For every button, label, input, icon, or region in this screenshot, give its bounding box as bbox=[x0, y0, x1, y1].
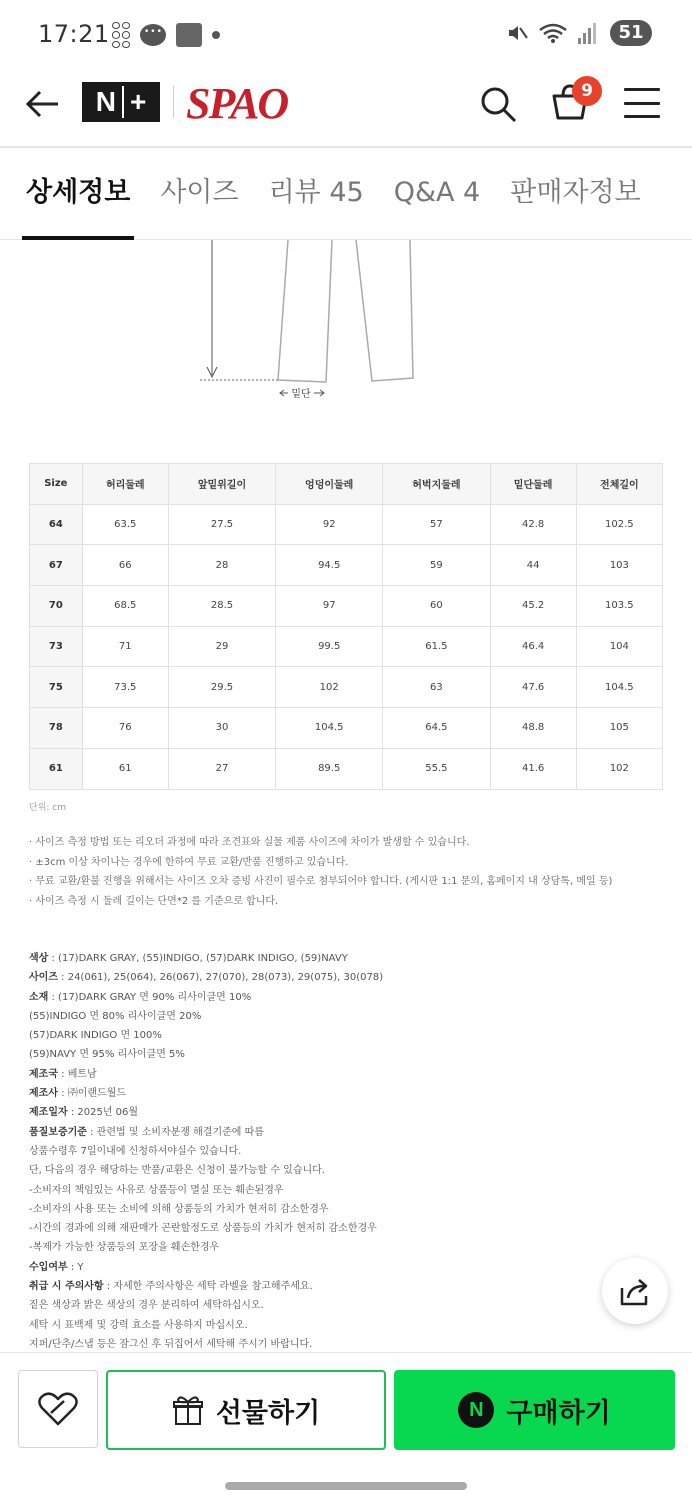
spec-value: 세탁 시 표백제 및 강력 효소를 사용하지 마십시오. bbox=[29, 1319, 248, 1331]
spec-line bbox=[29, 1045, 589, 1064]
size-chart-cell: 104 bbox=[576, 626, 662, 667]
spec-value: -시간의 경과에 의해 재판매가 곤란할정도로 상품등의 가치가 현저히 감소한경우 bbox=[29, 1223, 377, 1235]
size-chart-cell: 47.6 bbox=[490, 667, 576, 708]
size-chart-cell: 28 bbox=[168, 545, 275, 586]
spec-value: -소비자의 책임있는 사유로 상품등이 멸실 또는 훼손된경우 bbox=[29, 1184, 284, 1196]
app-header bbox=[0, 68, 692, 148]
unit-note: 단위: cm bbox=[29, 803, 66, 813]
spec-value: : 자세한 주의사항은 세탁 라벨을 참고해주세요. bbox=[103, 1281, 313, 1293]
system-icons bbox=[506, 20, 652, 46]
spec-value: : 2025년 06월 bbox=[67, 1107, 139, 1119]
size-chart-header: 엉덩이둘레 bbox=[276, 464, 383, 505]
search-icon[interactable] bbox=[478, 84, 518, 124]
size-chart-cell: 41.6 bbox=[490, 748, 576, 789]
spec-line bbox=[29, 1296, 589, 1315]
spec-label: 취급 시 주의사항 bbox=[29, 1281, 104, 1293]
spec-line bbox=[29, 968, 589, 987]
tab-size[interactable]: 사이즈 bbox=[160, 176, 239, 208]
size-chart-header: 밑단둘레 bbox=[490, 464, 576, 505]
size-note: · ±3cm 이상 차이나는 경우에 한하여 무료 교환/반품 진행하고 있습니다. bbox=[29, 853, 669, 873]
spec-line bbox=[29, 1084, 589, 1103]
size-chart-row bbox=[30, 504, 663, 545]
spec-line bbox=[29, 1200, 589, 1219]
size-chart-size-cell: 61 bbox=[30, 748, 83, 789]
bottom-action-bar bbox=[0, 1352, 692, 1462]
heart-outline-icon bbox=[37, 1391, 79, 1427]
more-notifications-dot-icon bbox=[212, 31, 220, 39]
spec-value: (55)INDIGO 면 80% 리사이클면 20% bbox=[29, 1010, 202, 1022]
size-chart-size-cell: 64 bbox=[30, 504, 83, 545]
spec-value: (59)NAVY 면 95% 리사이클면 5% bbox=[29, 1049, 185, 1061]
spec-label: 제조일자 bbox=[29, 1107, 68, 1119]
size-chart-cell: 60 bbox=[383, 586, 490, 627]
spec-line bbox=[29, 1277, 589, 1296]
size-chart-header: 앞밑위길이 bbox=[168, 464, 275, 505]
size-chart-cell: 102 bbox=[576, 748, 662, 789]
np-logo-letter-n: N bbox=[95, 86, 116, 117]
size-chart-size-cell: 73 bbox=[30, 626, 83, 667]
spec-label: 소재 bbox=[29, 991, 49, 1003]
naver-plus-logo[interactable] bbox=[82, 82, 160, 122]
size-chart-cell: 92 bbox=[276, 504, 383, 545]
size-chart-cell: 44 bbox=[490, 545, 576, 586]
spec-value: : 24(061), 25(064), 26(067), 27(070), 28(073), 29(075), 30(078) bbox=[57, 972, 384, 984]
size-chart-header: 허벅지둘레 bbox=[383, 464, 490, 505]
size-chart-cell: 103 bbox=[576, 545, 662, 586]
spec-value: 지퍼/단추/스냅 등은 잠그신 후 뒤집어서 세탁해 주시기 바랍니다. bbox=[29, 1338, 313, 1350]
spec-value: : 베트남 bbox=[57, 1068, 97, 1080]
size-chart-cell: 28.5 bbox=[168, 586, 275, 627]
spec-line bbox=[29, 1142, 589, 1161]
pants-measurement-illustration bbox=[190, 240, 430, 410]
size-chart-cell: 102.5 bbox=[576, 504, 662, 545]
back-arrow-icon[interactable] bbox=[24, 84, 64, 124]
gift-icon bbox=[172, 1394, 204, 1426]
size-chart-cell: 99.5 bbox=[276, 626, 383, 667]
size-chart-cell: 104.5 bbox=[276, 708, 383, 749]
mute-icon bbox=[506, 22, 528, 44]
size-chart-row bbox=[30, 626, 663, 667]
chat-notification-icon bbox=[140, 24, 166, 46]
size-chart-cell: 97 bbox=[276, 586, 383, 627]
tab-qna[interactable]: Q&A 4 bbox=[393, 176, 481, 208]
size-chart-cell: 57 bbox=[383, 504, 490, 545]
brand-logo[interactable]: SPAO bbox=[186, 79, 288, 128]
hamburger-menu-icon[interactable] bbox=[624, 88, 660, 118]
share-icon bbox=[618, 1274, 652, 1308]
size-chart-size-cell: 70 bbox=[30, 586, 83, 627]
spec-label: 제조국 bbox=[29, 1068, 58, 1080]
cart-count-badge: 9 bbox=[572, 76, 602, 106]
naver-pay-icon: N bbox=[458, 1392, 494, 1428]
size-chart-cell: 42.8 bbox=[490, 504, 576, 545]
size-chart-cell: 63 bbox=[383, 667, 490, 708]
size-chart-cell: 46.4 bbox=[490, 626, 576, 667]
product-spec-list bbox=[29, 949, 589, 1352]
size-chart-cell: 104.5 bbox=[576, 667, 662, 708]
spec-value: (57)DARK INDIGO 면 100% bbox=[29, 1030, 162, 1042]
size-chart-cell: 63.5 bbox=[82, 504, 168, 545]
size-chart-cell: 29.5 bbox=[168, 667, 275, 708]
spec-line bbox=[29, 1258, 589, 1277]
spec-value: : (17)DARK GRAY, (55)INDIGO, (57)DARK INDIGO, (59)NAVY bbox=[48, 953, 348, 964]
size-chart-cell: 30 bbox=[168, 708, 275, 749]
spec-line bbox=[29, 1181, 589, 1200]
spec-value: : 관련법 및 소비자분쟁 해결기준에 따름 bbox=[86, 1126, 264, 1138]
cell-signal-icon bbox=[578, 22, 600, 44]
spec-line bbox=[29, 949, 589, 968]
wifi-icon bbox=[538, 22, 568, 44]
buy-button[interactable] bbox=[394, 1370, 675, 1450]
notification-icons bbox=[112, 22, 220, 48]
home-indicator[interactable] bbox=[225, 1482, 467, 1490]
hem-label: 밑단 bbox=[291, 389, 311, 400]
spec-value: 짙은 색상과 밝은 색상의 경우 분리하여 세탁하십시오. bbox=[29, 1300, 264, 1312]
product-detail-content bbox=[0, 240, 692, 1352]
size-chart-cell: 48.8 bbox=[490, 708, 576, 749]
size-chart-cell: 94.5 bbox=[276, 545, 383, 586]
size-chart-cell: 61.5 bbox=[383, 626, 490, 667]
app-grid-icon bbox=[112, 22, 130, 48]
spec-value: 상품수령후 7일이내에 신청하셔야실수 있습니다. bbox=[29, 1145, 242, 1157]
logo-divider bbox=[173, 86, 174, 118]
spec-label: 색상 bbox=[29, 953, 49, 964]
size-chart-cell: 55.5 bbox=[383, 748, 490, 789]
size-chart-cell: 59 bbox=[383, 545, 490, 586]
size-note: · 사이즈 측정 시 둘레 길이는 단면*2 를 기준으로 합니다. bbox=[29, 892, 669, 912]
spec-line bbox=[29, 1123, 589, 1142]
size-chart-cell: 27.5 bbox=[168, 504, 275, 545]
spec-line bbox=[29, 988, 589, 1007]
size-chart-cell: 66 bbox=[82, 545, 168, 586]
spec-line bbox=[29, 1007, 589, 1026]
np-logo-letter-plus: + bbox=[129, 86, 147, 117]
gift-button-label: 선물하기 bbox=[215, 1397, 321, 1429]
spec-label: 품질보증기준 bbox=[29, 1126, 87, 1138]
tab-seller-info[interactable]: 판매자정보 bbox=[510, 176, 641, 208]
spec-line bbox=[29, 1065, 589, 1084]
spec-line bbox=[29, 1316, 589, 1335]
size-chart-cell: 103.5 bbox=[576, 586, 662, 627]
size-chart-cell: 61 bbox=[82, 748, 168, 789]
size-chart-cell: 45.2 bbox=[490, 586, 576, 627]
status-time: 17:21 bbox=[38, 20, 110, 48]
share-button[interactable] bbox=[602, 1258, 668, 1324]
size-chart-cell: 27 bbox=[168, 748, 275, 789]
spec-line bbox=[29, 1103, 589, 1122]
tmoney-notification-icon bbox=[176, 23, 202, 47]
tab-reviews[interactable]: 리뷰 45 bbox=[268, 176, 364, 208]
spec-line bbox=[29, 1335, 589, 1352]
spec-value: : (17)DARK GRAY 면 90% 리사이클면 10% bbox=[48, 991, 252, 1003]
size-chart-size-cell: 75 bbox=[30, 667, 83, 708]
spec-line bbox=[29, 1026, 589, 1045]
size-chart-header: 전체길이 bbox=[576, 464, 662, 505]
size-chart-header: Size bbox=[30, 464, 83, 505]
size-chart-size-cell: 67 bbox=[30, 545, 83, 586]
size-chart-cell: 64.5 bbox=[383, 708, 490, 749]
spec-line bbox=[29, 1161, 589, 1180]
spec-line bbox=[29, 1219, 589, 1238]
size-chart-cell: 29 bbox=[168, 626, 275, 667]
spec-value: : Y bbox=[67, 1261, 84, 1273]
size-notes-list bbox=[29, 833, 669, 911]
size-chart-header-row bbox=[30, 464, 663, 505]
size-note: · 무료 교환/환불 진행을 위해서는 사이즈 오차 증빙 사진이 필수로 첨부되어야 합니다. (게시판 1:1 문의, 홈페이지 내 상담톡, 메일 등) bbox=[29, 872, 669, 892]
gift-button[interactable] bbox=[106, 1370, 386, 1450]
size-chart-cell: 105 bbox=[576, 708, 662, 749]
spec-value: : ㈜이랜드월드 bbox=[57, 1088, 127, 1100]
size-chart-cell: 68.5 bbox=[82, 586, 168, 627]
battery-indicator: 51 bbox=[610, 20, 652, 46]
size-note: · 사이즈 측정 방법 또는 리오더 과정에 따라 조견표와 실물 제품 사이즈에 차이가 발생할 수 있습니다. bbox=[29, 833, 669, 853]
spec-label: 제조사 bbox=[29, 1088, 58, 1100]
size-chart-cell: 71 bbox=[82, 626, 168, 667]
spec-value: -복제가 가능한 상품등의 포장을 훼손한경우 bbox=[29, 1242, 220, 1254]
product-tabs bbox=[0, 150, 692, 240]
status-bar bbox=[0, 0, 692, 68]
size-chart-cell: 102 bbox=[276, 667, 383, 708]
spec-value: 단, 다음의 경우 해당하는 반품/교환은 신청이 불가능할 수 있습니다. bbox=[29, 1165, 325, 1177]
size-chart-table bbox=[29, 463, 663, 790]
spec-label: 수입여부 bbox=[29, 1261, 68, 1273]
wishlist-button[interactable] bbox=[18, 1370, 98, 1448]
spec-line bbox=[29, 1238, 589, 1257]
spec-label: 사이즈 bbox=[29, 972, 58, 984]
size-chart-row bbox=[30, 545, 663, 586]
buy-button-label: 구매하기 bbox=[506, 1397, 611, 1429]
spec-value: -소비자의 사용 또는 소비에 의해 상품등의 가치가 현저히 감소한경우 bbox=[29, 1203, 329, 1215]
size-chart-cell: 73.5 bbox=[82, 667, 168, 708]
size-chart-cell: 89.5 bbox=[276, 748, 383, 789]
size-chart-row bbox=[30, 586, 663, 627]
size-chart-row bbox=[30, 708, 663, 749]
tab-details[interactable]: 상세정보 bbox=[26, 150, 130, 240]
size-chart-cell: 76 bbox=[82, 708, 168, 749]
size-chart-row bbox=[30, 667, 663, 708]
size-chart-size-cell: 78 bbox=[30, 708, 83, 749]
size-chart-row bbox=[30, 748, 663, 789]
size-chart-header: 허리둘레 bbox=[82, 464, 168, 505]
